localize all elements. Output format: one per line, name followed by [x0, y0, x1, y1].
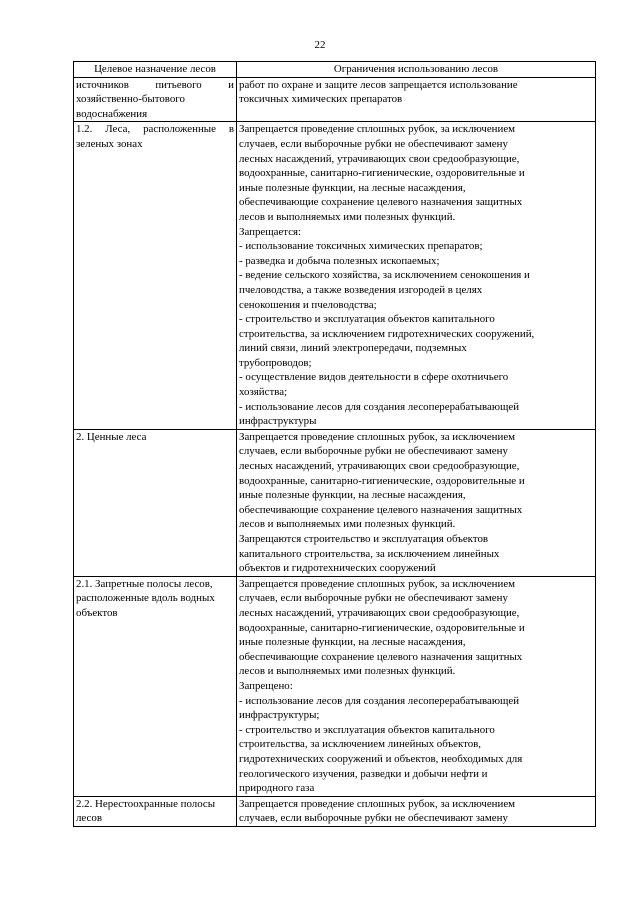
- restriction-line: - ведение сельского хозяйства, за исключением сенокошения и: [239, 269, 530, 282]
- restriction-line: лесных насаждений, утрачивающих свои средообразующие,: [239, 460, 520, 473]
- restriction-line: - строительство и эксплуатация объектов капитального: [239, 723, 495, 736]
- restriction-line: иные полезные функции, на лесные насаждения,: [239, 636, 466, 649]
- restriction-line: случаев, если выборочные рубки не обеспечивают замену: [239, 445, 508, 458]
- restriction-line: Запрещается проведение сплошных рубок, за исключением: [239, 430, 516, 443]
- restriction-line: линий связи, линий электропередачи, подземных: [239, 342, 467, 355]
- restriction-line: Запрещается проведение сплошных рубок, за исключением: [239, 123, 516, 136]
- restriction-line: сенокошения и пчеловодства;: [239, 298, 377, 311]
- restrictions-cell: [237, 429, 596, 576]
- table-row: [74, 77, 596, 122]
- restriction-line: иные полезные функции, на лесные насаждения,: [239, 181, 466, 194]
- restriction-line: иные полезные функции, на лесные насаждения,: [239, 489, 466, 502]
- restriction-line: водоохранные, санитарно-гигиенические, оздоровительные и: [239, 474, 525, 487]
- restriction-line: Запрещено:: [239, 679, 293, 692]
- restriction-line: обеспечивающие сохранение целевого назначения защитных: [239, 650, 523, 663]
- restriction-line: инфраструктуры: [239, 415, 317, 428]
- restriction-line: Запрещается:: [239, 225, 302, 238]
- table-row: [74, 576, 596, 796]
- table-row: [74, 122, 596, 429]
- restriction-line: лесов и выполняемых ими полезных функций.: [239, 518, 456, 531]
- restrictions-cell: [237, 796, 596, 826]
- restriction-line: гидротехнических сооружений и объектов, необходимых для: [239, 752, 523, 765]
- purpose-cell: 2.1. Запретные полосы лесов, расположенные вдоль водных объектов: [74, 576, 237, 796]
- column-header-restrictions: Ограничения использованию лесов: [237, 62, 596, 78]
- table-row: [74, 796, 596, 826]
- purpose-cell: источников питьевого и хозяйственно-бытового водоснабжения: [74, 77, 237, 122]
- restriction-line: случаев, если выборочные рубки не обеспечивают замену: [239, 137, 508, 150]
- restriction-line: строительства, за исключением гидротехнических сооружений,: [239, 327, 535, 340]
- restriction-line: водоохранные, санитарно-гигиенические, оздоровительные и: [239, 167, 525, 180]
- restriction-line: - осуществление видов деятельности в сфере охотничьего: [239, 371, 509, 384]
- restriction-line: природного газа: [239, 782, 315, 795]
- restriction-line: геологического изучения, разведки и добычи нефти и: [239, 767, 488, 780]
- restriction-line: - использование лесов для создания лесоперерабатывающей: [239, 400, 520, 413]
- restriction-line: случаев, если выборочные рубки не обеспечивают замену: [239, 812, 508, 825]
- restriction-line: хозяйства;: [239, 386, 288, 399]
- restriction-line: пчеловодства, а также возведения изгородей в целях: [239, 283, 483, 296]
- purpose-cell: 2.2. Нерестоохранные полосы лесов: [74, 796, 237, 826]
- forest-restrictions-table: [73, 61, 596, 827]
- restriction-line: - строительство и эксплуатация объектов капитального: [239, 313, 495, 326]
- table-body: [74, 77, 596, 826]
- restriction-line: - разведка и добыча полезных ископаемых;: [239, 254, 440, 267]
- restrictions-cell: [237, 576, 596, 796]
- restriction-line: лесных насаждений, утрачивающих свои средообразующие,: [239, 606, 520, 619]
- column-header-purpose: Целевое назначение лесов: [74, 62, 237, 78]
- restriction-line: Запрещается проведение сплошных рубок, за исключением: [239, 797, 516, 810]
- restriction-line: капитального строительства, за исключением линейных: [239, 547, 500, 560]
- restriction-line: токсичных химических препаратов: [239, 93, 403, 106]
- restriction-line: Запрещаются строительство и эксплуатация объектов: [239, 533, 489, 545]
- restriction-line: объектов и гидротехнических сооружений: [239, 562, 436, 575]
- restriction-line: обеспечивающие сохранение целевого назначения защитных: [239, 503, 523, 516]
- restriction-line: Запрещается проведение сплошных рубок, за исключением: [239, 577, 516, 590]
- restriction-line: трубопроводов;: [239, 356, 312, 369]
- table-row: [74, 429, 596, 576]
- page-number: 22: [314, 39, 326, 51]
- restriction-line: случаев, если выборочные рубки не обеспечивают замену: [239, 592, 508, 605]
- table-header-row: [74, 62, 596, 78]
- restriction-line: строительства, за исключением линейных объектов,: [239, 738, 482, 751]
- restriction-line: обеспечивающие сохранение целевого назначения защитных: [239, 196, 523, 209]
- restriction-line: работ по охране и защите лесов запрещается использование: [239, 78, 518, 91]
- restriction-line: лесов и выполняемых ими полезных функций.: [239, 665, 456, 678]
- restriction-line: лесов и выполняемых ими полезных функций.: [239, 210, 456, 223]
- restriction-line: - использование лесов для создания лесоперерабатывающей: [239, 694, 520, 707]
- restriction-line: - использование токсичных химических препаратов;: [239, 240, 483, 253]
- restriction-line: водоохранные, санитарно-гигиенические, оздоровительные и: [239, 621, 525, 634]
- purpose-cell: 2. Ценные леса: [74, 429, 237, 576]
- purpose-cell: 1.2. Леса, расположенные в зеленых зонах: [74, 122, 237, 429]
- restriction-line: инфраструктуры;: [239, 709, 320, 722]
- restrictions-cell: [237, 122, 596, 429]
- restriction-line: лесных насаждений, утрачивающих свои средообразующие,: [239, 152, 520, 165]
- restrictions-cell: [237, 77, 596, 122]
